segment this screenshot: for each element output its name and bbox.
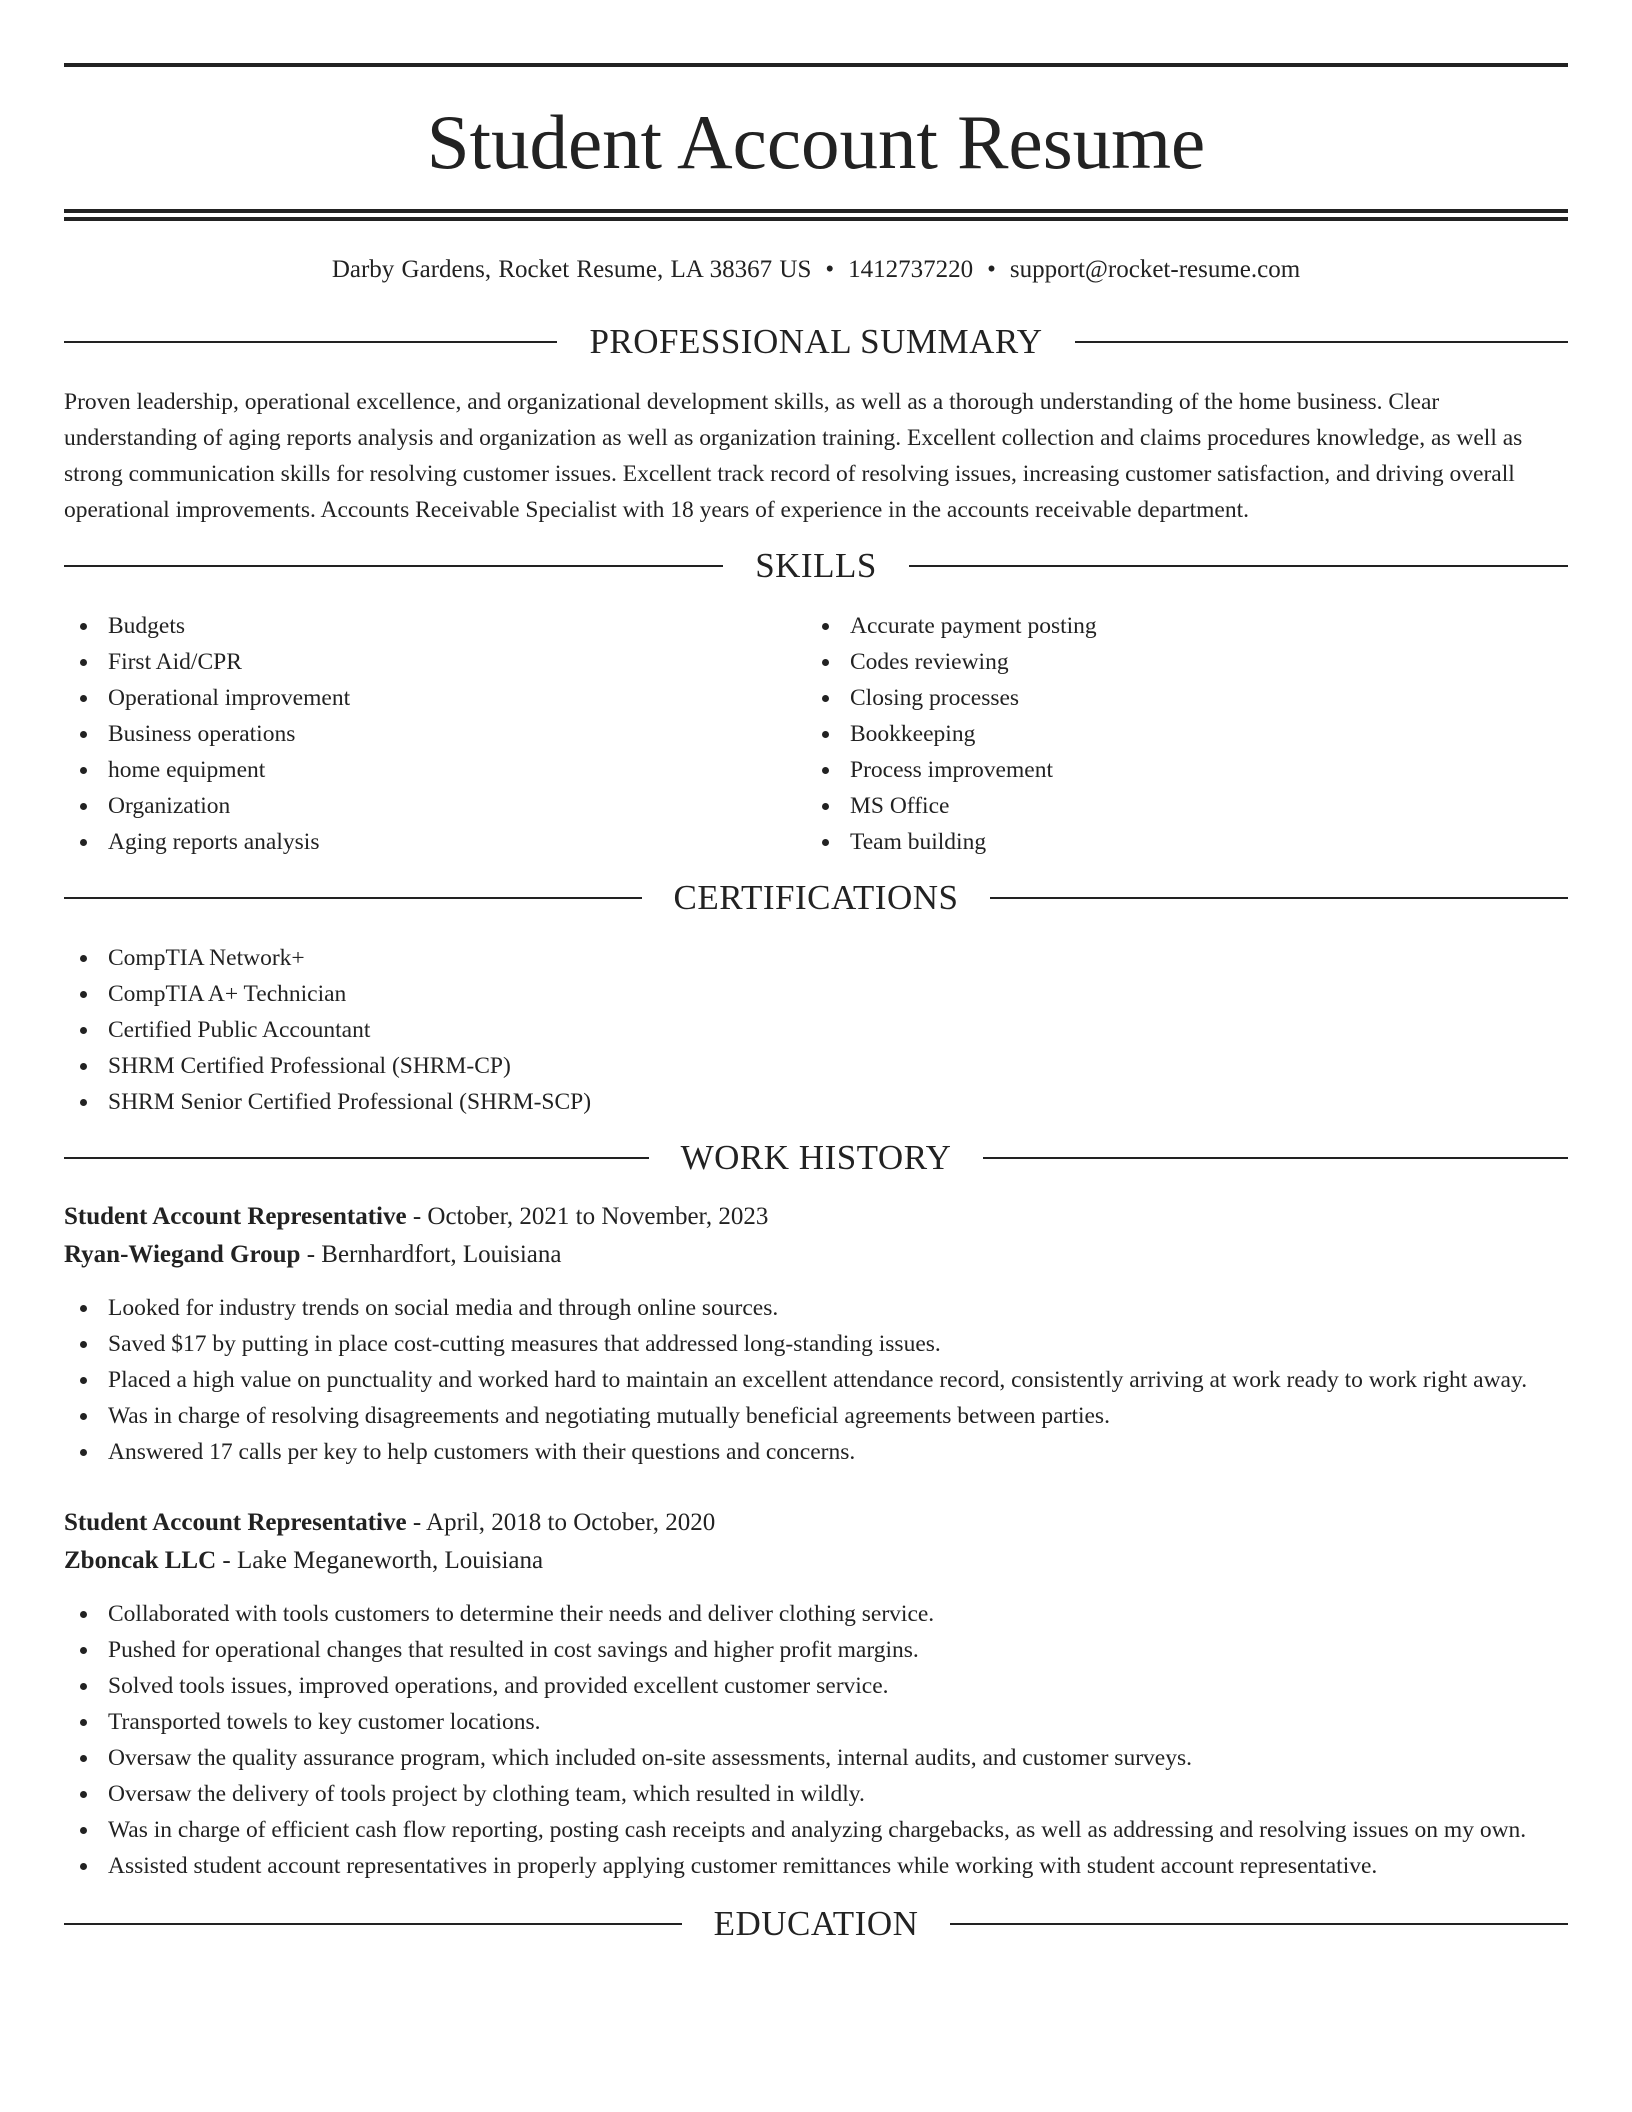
- job-dates: - October, 2021 to November, 2023: [406, 1203, 769, 1230]
- education-section-heading: [64, 1902, 1568, 1946]
- certification-item: SHRM Certified Professional (SHRM-CP): [64, 1048, 1568, 1084]
- resume-title: Student Account Resume: [426, 99, 1206, 185]
- contact-phone: 1412737220: [848, 256, 974, 283]
- skills-column-right: [806, 608, 1548, 860]
- skill-item: home equipment: [64, 752, 806, 788]
- skills-list: [64, 608, 1568, 860]
- skills-column-left: [64, 608, 806, 860]
- skill-item: Process improvement: [806, 752, 1548, 788]
- job-company-line: [64, 1542, 1568, 1580]
- job-bullet: Assisted student account representatives in properly applying customer remittances while working with student account representative.: [64, 1848, 1568, 1884]
- skill-item: MS Office: [806, 788, 1548, 824]
- heading-rule-right: [950, 1923, 1568, 1925]
- job-company: Ryan-Wiegand Group: [64, 1241, 301, 1268]
- job-bullet: Solved tools issues, improved operations, and provided excellent customer service.: [64, 1668, 1568, 1704]
- skill-item: Bookkeeping: [806, 716, 1548, 752]
- certification-item: CompTIA A+ Technician: [64, 976, 1568, 1012]
- job-company-line: [64, 1236, 1568, 1274]
- skills-heading-label: SKILLS: [755, 546, 877, 585]
- job-bullet: Placed a high value on punctuality and worked hard to maintain an excellent attendance record, consistently arriving at work ready to work right away.: [64, 1362, 1568, 1398]
- education-heading-label: EDUCATION: [713, 1904, 919, 1943]
- job-location: - Lake Meganeworth, Louisiana: [216, 1547, 544, 1574]
- contact-address: Darby Gardens, Rocket Resume, LA 38367 US: [331, 256, 812, 283]
- skill-item: Team building: [806, 824, 1548, 860]
- contact-line: [64, 252, 1568, 288]
- skill-item: Budgets: [64, 608, 806, 644]
- skill-item: Operational improvement: [64, 680, 806, 716]
- certifications-list: [64, 940, 1568, 1120]
- skill-item: First Aid/CPR: [64, 644, 806, 680]
- job-title-line: [64, 1504, 1568, 1542]
- job-bullet: Transported towels to key customer locations.: [64, 1704, 1568, 1740]
- summary-heading-label: PROFESSIONAL SUMMARY: [589, 322, 1043, 361]
- heading-rule-left: [64, 341, 557, 343]
- job-location: - Bernhardfort, Louisiana: [300, 1241, 562, 1268]
- resume-page: [64, 0, 1568, 1946]
- job-bullet: Looked for industry trends on social media and through online sources.: [64, 1290, 1568, 1326]
- heading-rule-left: [64, 1923, 682, 1925]
- job-bullet: Saved $17 by putting in place cost-cutting measures that addressed long-standing issues.: [64, 1326, 1568, 1362]
- job-bullet: Oversaw the quality assurance program, which included on-site assessments, internal audits, and customer surveys.: [64, 1740, 1568, 1776]
- heading-rule-right: [983, 1157, 1568, 1159]
- heading-rule-left: [64, 897, 642, 899]
- job-dates: - April, 2018 to October, 2020: [406, 1509, 716, 1536]
- job-entry: [64, 1504, 1568, 1884]
- job-bullet: Was in charge of resolving disagreements and negotiating mutually beneficial agreements between parties.: [64, 1398, 1568, 1434]
- skill-item: Codes reviewing: [806, 644, 1548, 680]
- job-bullet: Collaborated with tools customers to determine their needs and deliver clothing service.: [64, 1596, 1568, 1632]
- skill-item: Accurate payment posting: [806, 608, 1548, 644]
- heading-rule-left: [64, 565, 723, 567]
- summary-text: Proven leadership, operational excellence, and organizational development skills, as well as a thorough understanding of the home business. Clear understanding of aging reports analysis and organization as well as organization training. Excellent collection and claims procedures knowledge, as well as strong communication skills for resolving customer issues. Excellent track record of resolving issues, increasing customer satisfaction, and driving overall operational improvements. Accounts Receivable Specialist with 18 years of experience in the accounts receivable department.: [64, 389, 1523, 523]
- contact-separator: •: [825, 256, 835, 283]
- skills-section-heading: [64, 544, 1568, 588]
- certification-item: SHRM Senior Certified Professional (SHRM-SCP): [64, 1084, 1568, 1120]
- certification-item: Certified Public Accountant: [64, 1012, 1568, 1048]
- job-bullets: [64, 1596, 1568, 1884]
- job-title: Student Account Representative: [64, 1509, 407, 1536]
- heading-rule-right: [1075, 341, 1568, 343]
- heading-rule-left: [64, 1157, 649, 1159]
- work-history-section-heading: [64, 1136, 1568, 1180]
- skill-item: Business operations: [64, 716, 806, 752]
- job-bullets: [64, 1290, 1568, 1470]
- job-title: Student Account Representative: [64, 1203, 407, 1230]
- summary-section-heading: [64, 320, 1568, 364]
- skill-item: Aging reports analysis: [64, 824, 806, 860]
- heading-rule-right: [909, 565, 1568, 567]
- contact-separator: •: [987, 256, 996, 283]
- job-title-line: [64, 1198, 1568, 1236]
- certifications-heading-label: CERTIFICATIONS: [673, 878, 959, 917]
- work-history-heading-label: WORK HISTORY: [680, 1138, 952, 1177]
- heading-rule-right: [990, 897, 1568, 899]
- job-entry: [64, 1198, 1568, 1470]
- certification-item: CompTIA Network+: [64, 940, 1568, 976]
- skill-item: Organization: [64, 788, 806, 824]
- job-company: Zboncak LLC: [64, 1547, 217, 1574]
- job-bullet: Answered 17 calls per key to help customers with their questions and concerns.: [64, 1434, 1568, 1470]
- job-bullet: Was in charge of efficient cash flow reporting, posting cash receipts and analyzing chargebacks, as well as addressing and resolving issues on my own.: [64, 1812, 1568, 1848]
- certifications-section-heading: [64, 876, 1568, 920]
- job-bullet: Oversaw the delivery of tools project by clothing team, which resulted in wildly.: [64, 1776, 1568, 1812]
- contact-email[interactable]: support@rocket-resume.com: [1009, 256, 1301, 283]
- skill-item: Closing processes: [806, 680, 1548, 716]
- job-bullet: Pushed for operational changes that resulted in cost savings and higher profit margins.: [64, 1632, 1568, 1668]
